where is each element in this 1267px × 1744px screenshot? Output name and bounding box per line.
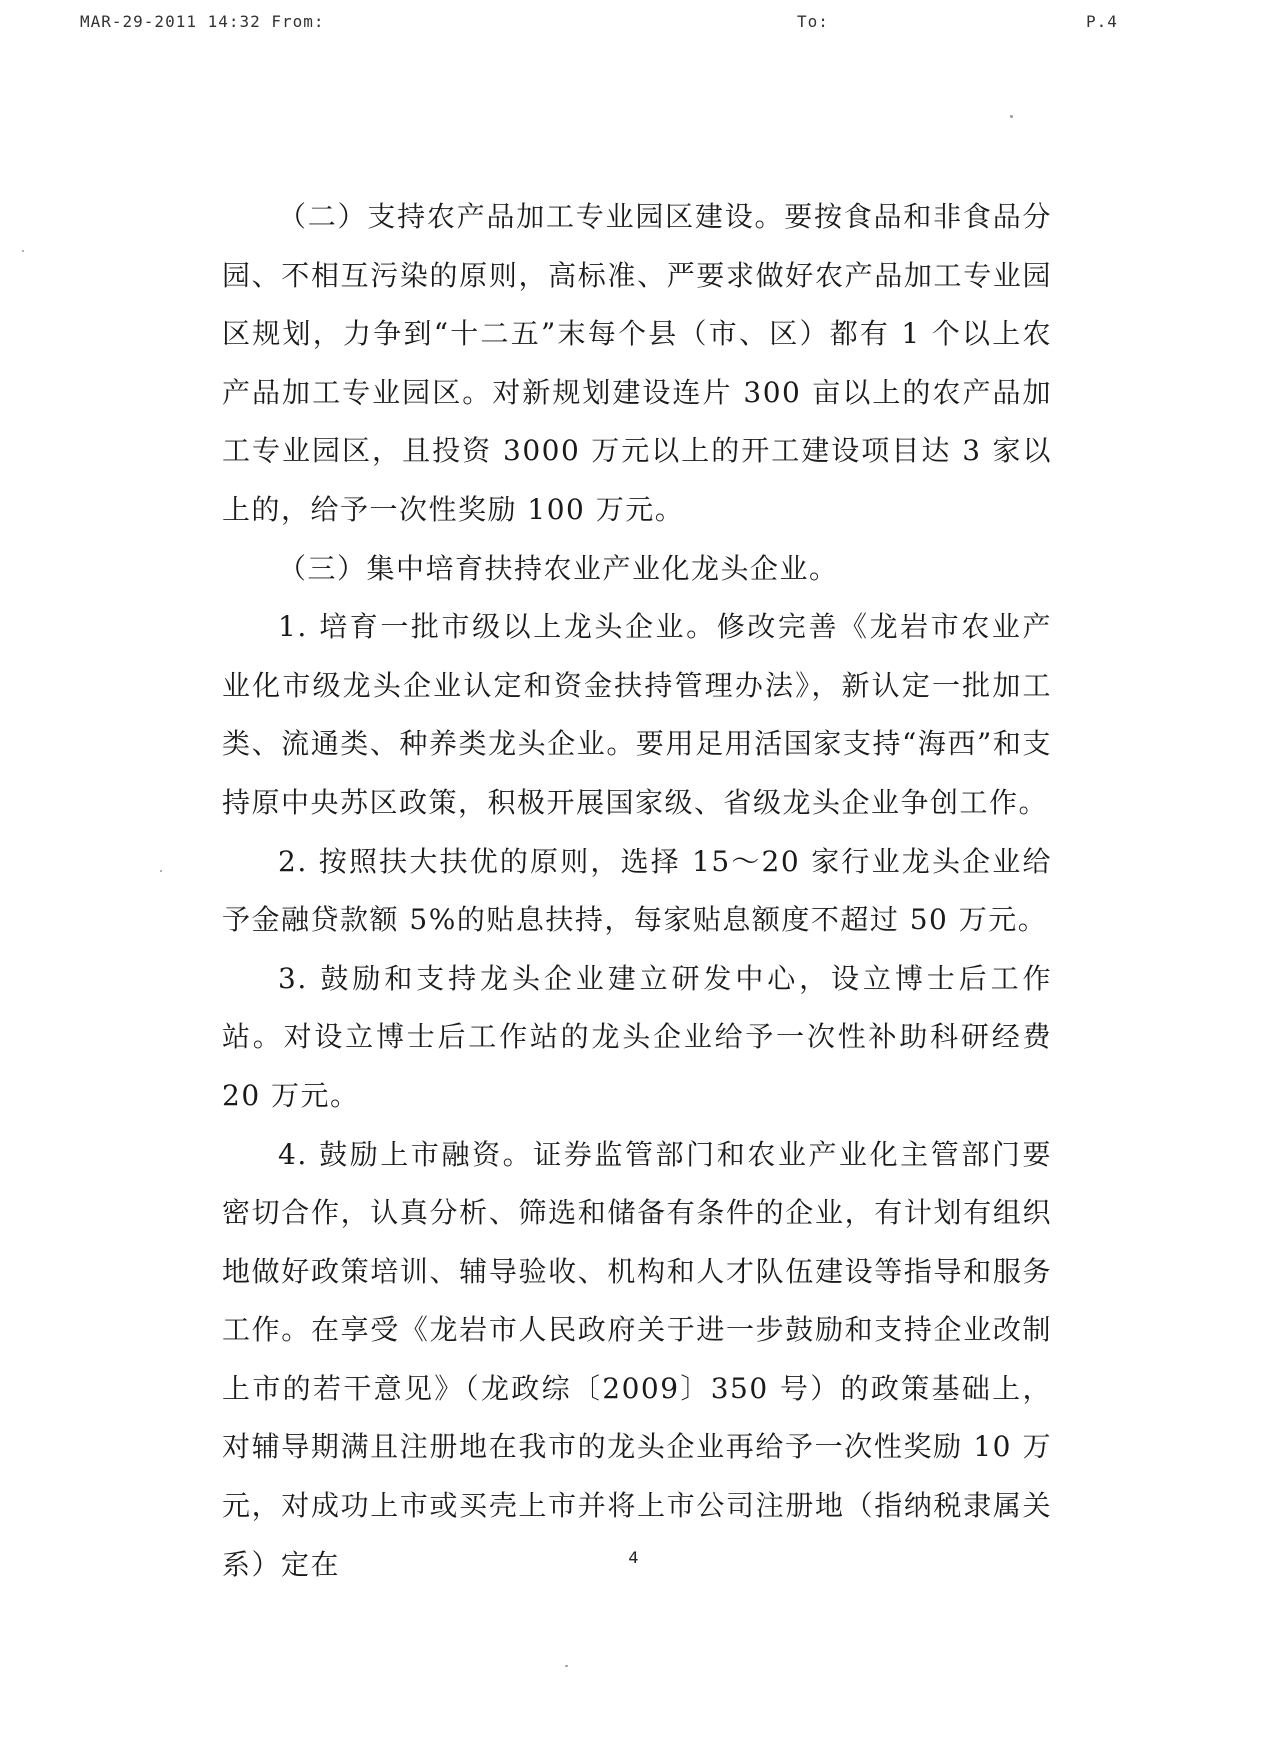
paragraph-section-3-heading: （三）集中培育扶持农业产业化龙头企业。 [278, 551, 839, 585]
paragraph-item-2: 2. 按照扶大扶优的原则，选择 15～20 家行业龙头企业给予金融贷款额 5%的贴息扶持，每家贴息额度不超过 50 万元。 [222, 844, 1052, 937]
scan-speck [160, 870, 162, 872]
fax-header [0, 12, 1267, 36]
scan-speck [22, 250, 24, 252]
paragraph-item-1: 1. 培育一批市级以上龙头企业。修改完善《龙岩市农业产业化市级龙头企业认定和资金扶持管理办法》，新认定一批加工类、流通类、种养类龙头企业。要用足用活国家支持“海西”和支持原中央苏区政策，积极开展国家级、省级龙头企业争创工作。 [222, 610, 1052, 819]
document-body [222, 188, 1052, 1594]
fax-header-page: P.4 [1086, 12, 1118, 31]
page-number: 4 [628, 1548, 639, 1567]
fax-header-timestamp-from: MAR-29-2011 14:32 From: [80, 12, 325, 31]
scan-speck [565, 1665, 568, 1667]
scan-speck [1010, 115, 1013, 118]
paragraph-section-2: （二）支持农产品加工专业园区建设。要按食品和非食品分园、不相互污染的原则，高标准、严要求做好农产品加工专业园区规划，力争到“十二五”末每个县（市、区）都有 1 个以上农产品加工专业园区。对新规划建设连片 300 亩以上的农产品加工专业园区，且投资 3000 万元以上的开工建设项目达 3 家以上的，给予一次性奖励 100 万元。 [222, 200, 1052, 526]
paragraph-item-4: 4. 鼓励上市融资。证券监管部门和农业产业化主管部门要密切合作，认真分析、筛选和储备有条件的企业，有计划有组织地做好政策培训、辅导验收、机构和人才队伍建设等指导和服务工作。在享受《龙岩市人民政府关于进一步鼓励和支持企业改制上市的若干意见》（龙政综〔2009〕350 号）的政策基础上，对辅导期满且注册地在我市的龙头企业再给予一次性奖励 10 万元，对成功上市或买壳上市并将上市公司注册地（指纳税隶属关系）定在 [222, 1137, 1052, 1581]
fax-header-to: To: [797, 12, 829, 31]
paragraph-item-3: 3. 鼓励和支持龙头企业建立研发中心，设立博士后工作站。对设立博士后工作站的龙头企业给予一次性补助科研经费 20 万元。 [222, 961, 1052, 1112]
